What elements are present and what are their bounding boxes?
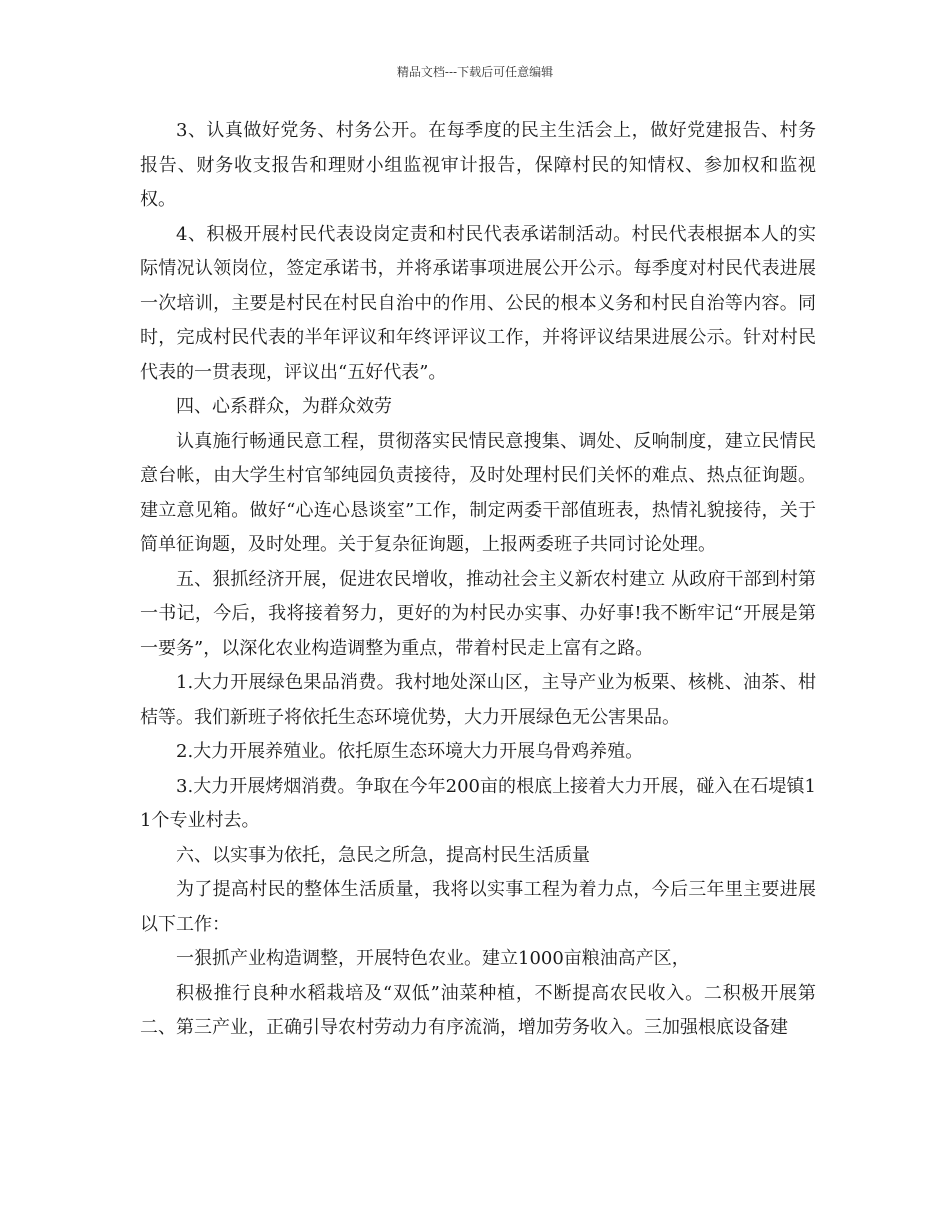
section-heading-4: 四、心系群众，为群众效劳: [176, 396, 392, 417]
paragraph-item-3: 3、认真做好党务、村务公开。在每季度的民主生活会上，做好党建报告、村务报告、财务收支报告和理财小组监视审计报告，保障村民的知情权、参加权和监视权。: [140, 120, 816, 210]
paragraph-quality-of-life: 为了提高村民的整体生活质量，我将以实事工程为着力点，今后三年里主要进展以下工作：: [140, 879, 816, 935]
paragraph-item-4: 4、积极开展村民代表设岗定责和村民代表承诺制活动。村民代表根据本人的实际情况认领岗位，签定承诺书，并将承诺事项进展公开公示。每季度对村民代表进展一次培训，主要是村民在村民自治中的作用、公民的根本义务和村民自治等内容。同时，完成村民代表的半年评议和年终评评议工作，并将评议结果进展公示。针对村民代表的一贯表现，评议出“五好代表”。: [140, 223, 816, 383]
page-header: 精品文档---下载后可任意编辑: [396, 65, 554, 79]
paragraph-industry-adjustment: 一狠抓产业构造调整，开展特色农业。建立1000亩粮油高产区，: [176, 948, 690, 969]
paragraph-rice-rapeseed: 积极推行良种水稻栽培及“双低”油菜种植，不断提高农民收入。二积极开展第二、第三产业，正确引导农村劳动力有序流淌，增加劳务收入。三加强根底设备建: [140, 982, 816, 1038]
section-heading-5: 五、狠抓经济开展，促进农民增收，推动社会主义新农村建立 从政府干部到村第一书记，今后，我将接着努力，更好的为村民办实事、办好事!我不断牢记“开展是第一要务”，以深化农业构造调整为重点，带着村民走上富有之路。: [140, 568, 816, 659]
paragraph-public-opinion: 认真施行畅通民意工程，贯彻落实民情民意搜集、调处、反响制度，建立民情民意台帐，由大学生村官邹纯园负责接待，及时处理村民们关怀的难点、热点征询题。建立意见箱。做好“心连心恳谈室”工作，制定两委干部值班表，热情礼貌接待，关于简单征询题，及时处理。关于复杂征询题，上报两委班子共同讨论处理。: [140, 430, 816, 555]
section-heading-6: 六、以实事为依托，急民之所急，提高村民生活质量: [176, 844, 590, 866]
document-body: [140, 114, 816, 1046]
paragraph-green-fruit: 1.大力开展绿色果品消费。我村地处深山区，主导产业为板栗、核桃、油茶、柑桔等。我们新班子将依托生态环境优势，大力开展绿色无公害果品。: [140, 672, 816, 728]
paragraph-tobacco: 3.大力开展烤烟消费。争取在今年200亩的根底上接着大力开展，碰入在石堤镇11个专业村去。: [140, 775, 816, 831]
paragraph-breeding: 2.大力开展养殖业。依托原生态环境大力开展乌骨鸡养殖。: [176, 741, 644, 762]
